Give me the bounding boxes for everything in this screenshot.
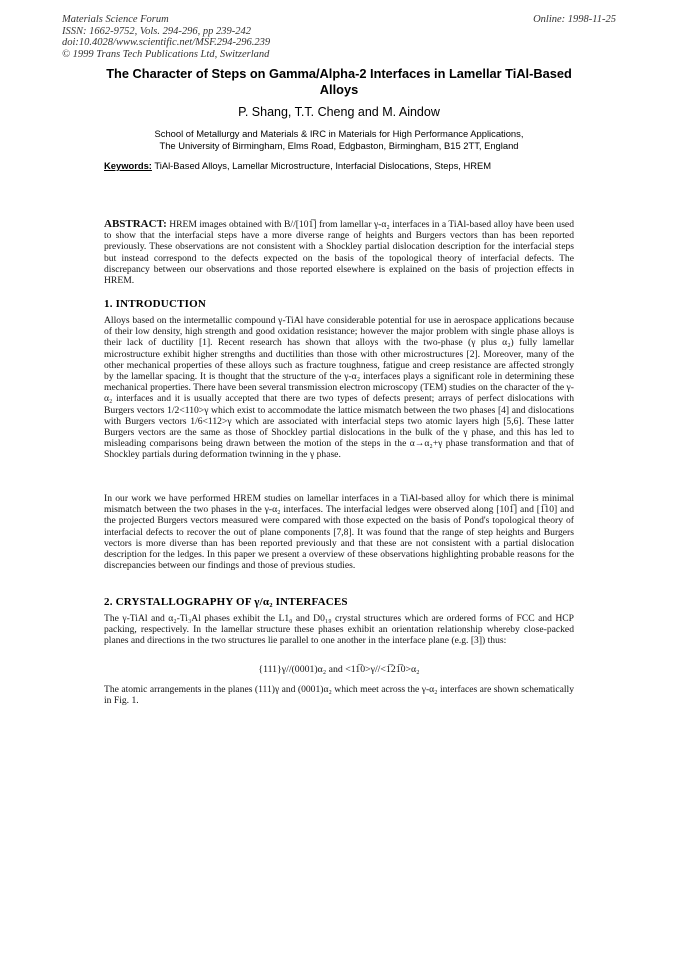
copyright-line: © 1999 Trans Tech Publications Ltd, Switzerland — [62, 48, 270, 60]
body-paragraph: In our work we have performed HREM studies on lamellar interfaces in a TiAl-based alloy for which there is minimal mismatch between the two phases in the γ-α₂ interfaces. The interfacial ledges were observed along [101̅] and [1̅10] and the projected Burgers vectors measured were compared with those expected on the basis of Pond's topological theory of interfacial defects to recover the out of plane components [7,8]. It was found that the range of step heights and Burgers vectors is more diverse than has been reported previously and that these are not consistent with a partial dislocation description for the ledges. In this paper we present a overview of these observations highlighting probable reasons for the discrepancies between our findings and those of previous studies. — [104, 493, 574, 572]
body-paragraph: Alloys based on the intermetallic compound γ-TiAl have considerable potential for use in aerospace applications because of their low density, high strength and good oxidation resistance; however the major problem with single phase alloys is their lack of ductility [1]. Recent research has shown that alloys with the two-phase (γ plus α₂) fully lamellar microstructure exhibit higher strengths and ductilities than those with other microstructures [2]. Moreover, many of the other mechanical properties of these alloys such as fracture toughness, fatigue and creep resistance are affected strongly by the lamellar spacing. It is thought that the structure of the γ-α₂ interfaces plays a significant role in determining these mechanical properties. There have been several transmission electron microscopy (TEM) studies on the character of the γ-α₂ interfaces and it is usually accepted that there are two types of defects present; arrays of perfect dislocations with Burgers vectors 1/2<110>γ which exist to accommodate the lattice mismatch between the two phases [4] and dislocations with Burgers vectors 1/6<112>γ which are associated with interfacial steps two atomic layers high [5,6]. These latter Burgers vectors are the same as those of Shockley partial dislocations in the bulk of the γ phase, and this has led to misleading comparisons being drawn between the motion of the steps in the α→α₂+γ phase transformation and that of Shockley partials during deformation twinning in the γ phase. — [104, 315, 574, 461]
online-date: Online: 1998-11-25 — [533, 14, 616, 25]
affiliation-line: The University of Birmingham, Elms Road, Edgbaston, Birmingham, B15 2TT, England — [159, 140, 519, 151]
body-paragraph: The γ-TiAl and α₂-Ti₃Al phases exhibit the L1₀ and D0₁₉ crystal structures which are ordered forms of FCC and HCP packing, respectively. In the lamellar structure these phases exhibit an orientation relationship whereby close-packed planes and directions in the two structures lie parallel to one another in the interface plane (e.g. [3]) thus: — [104, 613, 574, 647]
keywords-label: Keywords: — [104, 160, 152, 171]
keywords — [104, 160, 604, 171]
abstract — [104, 219, 574, 286]
doi-line: doi:10.4028/www.scientific.net/MSF.294-296.239 — [62, 37, 271, 48]
keywords-list: TiAl-Based Alloys, Lamellar Microstructure, Interfacial Dislocations, Steps, HREM — [154, 160, 492, 171]
section-heading: 1. INTRODUCTION — [104, 298, 207, 310]
abstract-label: ABSTRACT: — [104, 218, 167, 230]
issn-line: ISSN: 1662-9752, Vols. 294-296, pp 239-242 — [62, 25, 251, 37]
orientation-equation: {111}γ//(0001)α₂ and <11̅0>γ//<1̅21̅0>α₂ — [258, 664, 420, 675]
body-paragraph: The atomic arrangements in the planes (111)γ and (0001)α₂ which meet across the γ-α₂ interfaces are shown schematically in Fig. 1. — [104, 684, 574, 707]
section-heading: 2. CRYSTALLOGRAPHY OF γ/α₂ INTERFACES — [104, 596, 348, 608]
journal-name: Materials Science Forum — [62, 14, 169, 25]
affiliation-line: School of Metallurgy and Materials & IRC in Materials for High Performance Applications, — [154, 128, 524, 139]
affiliation — [60, 128, 618, 152]
abstract-text: HREM images obtained with B//[101̅] from lamellar γ-α₂ interfaces in a TiAl-based alloy have been used to show that the interfacial steps have a more diverse range of heights and Burgers vectors than has been reported previously. These observations are not consistent with a Shockley partial dislocation description for the interfacial steps but instead correspond to the defects expected on the basis of the topological theory of interfacial defects. The discrepancy between our observations and those reported elsewhere is explained on the basis of projection effects in HREM. — [104, 219, 574, 287]
publication-info — [62, 14, 442, 60]
paper-authors: P. Shang, T.T. Cheng and M. Aindow — [238, 105, 440, 119]
paper-title: The Character of Steps on Gamma/Alpha-2 Interfaces in Lamellar TiAl-Based Alloys — [106, 66, 572, 97]
